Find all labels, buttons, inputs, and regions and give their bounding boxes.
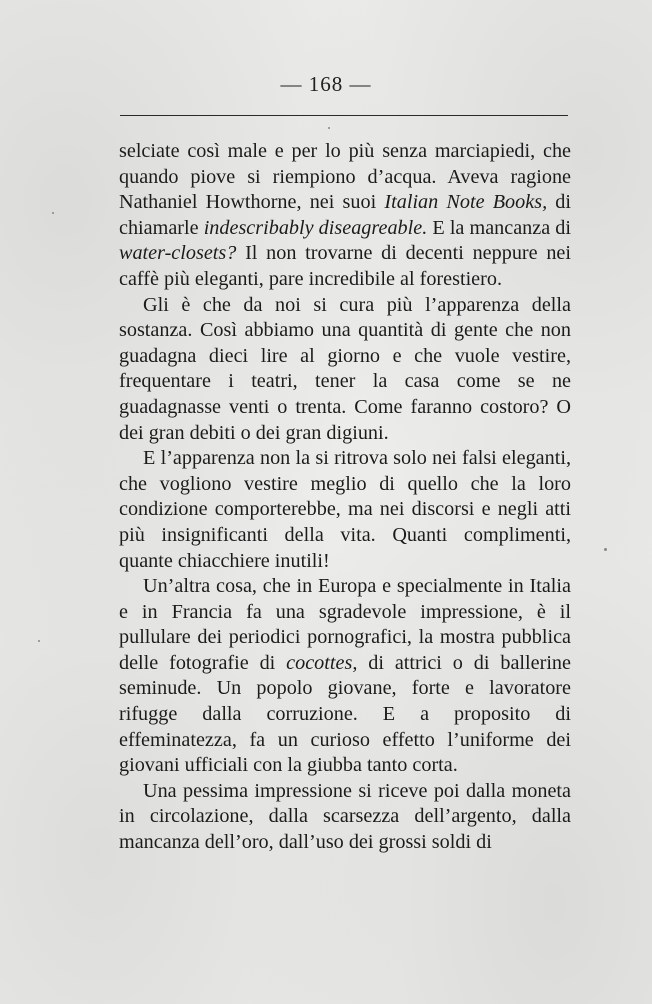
- italic-text: cocottes,: [286, 651, 358, 674]
- paper-speck: [52, 212, 54, 214]
- text-run: Una pessima impressione si riceve poi dalla moneta in circolazione, dalla scarsezza dell’argento, dalla mancanza dell’oro, dall’uso dei grossi soldi di: [119, 779, 571, 854]
- text-run: di attrici o di ballerine seminude. Un popolo giovane, forte e lavoratore rifugge dalla corruzione. E a proposito di effeminatezza, fa un curioso effetto l’uniforme dei giovani ufficiali con la giubba tanto corta.: [119, 651, 571, 777]
- italic-text: water-closets?: [119, 242, 237, 265]
- text-run: E la mancanza di: [427, 216, 571, 239]
- text-run: selciate così male e per lo più senza marciapiedi, che quando piove si riempiono d’acqua. Aveva ragione Nathaniel Howthorne, nei suoi: [119, 140, 571, 214]
- paper-speck: [604, 548, 607, 551]
- paragraph: [119, 293, 571, 447]
- text-run: Un’altra cosa, che in Europa e specialmente in Italia e in Francia fa una sgradevole impressione, è il pullulare dei periodici pornografici, la mostra pubblica delle fotografie di: [119, 575, 571, 674]
- header-rule: [120, 115, 568, 116]
- text-run: E l’apparenza non la si ritrova solo nei falsi eleganti, che vogliono vestire meglio di quello che la loro condizione comporterebbe, ma nei discorsi e negli atti più insignificanti della vita. Quanti complimenti, quante chiacchiere inutili!: [119, 447, 571, 572]
- paragraph: [119, 779, 571, 856]
- text-run: Gli è che da noi si cura più l’apparenza della sostanza. Così abbiamo una quantità di gente che non guadagna dieci lire al giorno e che vuole vestire, frequentare i teatri, tener la casa come se ne guadagnasse venti o trenta. Come faranno costoro? O dei gran debiti o dei gran digiuni.: [119, 293, 571, 444]
- paragraph: [119, 139, 571, 293]
- body-text: [119, 139, 571, 856]
- italic-text: Italian Note Books,: [384, 191, 548, 214]
- paper-speck: [328, 127, 330, 129]
- paragraph: [119, 574, 571, 779]
- paragraph: [119, 446, 571, 574]
- text-run: Il non trovarne di decenti neppure nei caffè più eleganti, pare incredibile al forestiero.: [119, 242, 571, 290]
- italic-text: indescribably diseagreable.: [203, 216, 428, 239]
- paper-speck: [38, 640, 40, 642]
- page-number: — 168 —: [280, 72, 372, 96]
- text-run: di chiamarle: [119, 191, 572, 239]
